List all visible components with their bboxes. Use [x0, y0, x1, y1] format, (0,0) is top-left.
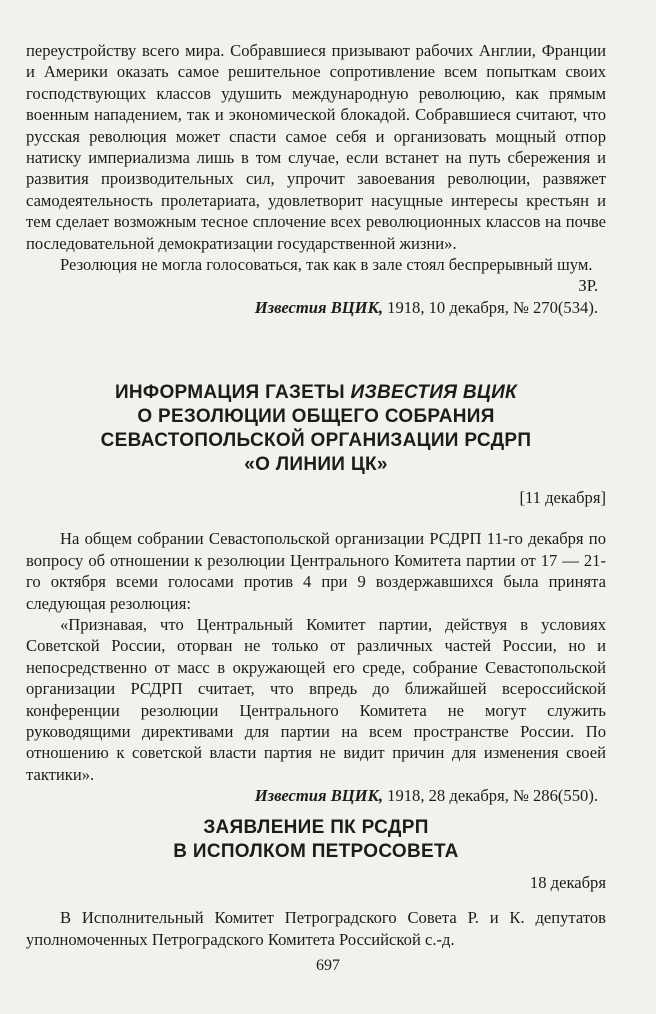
source-title: Известия ВЦИК,	[254, 297, 383, 317]
heading-italic-text: ИЗВЕСТИЯ ВЦИК	[350, 382, 518, 403]
heading-line-3: СЕВАСТОПОЛЬСКОЙ ОРГАНИЗАЦИИ РСДРП	[100, 430, 532, 451]
heading-line-2: О РЕЗОЛЮЦИИ ОБЩЕГО СОБРАНИЯ	[137, 406, 495, 427]
source-citation-2	[26, 785, 606, 806]
resolution-continuation	[26, 40, 606, 318]
signature: ЗР.	[578, 276, 598, 296]
page-number: 697	[316, 957, 340, 974]
date-bracketed: [11 декабря]	[519, 488, 606, 507]
source-details: 1918, 10 декабря, № 270(534).	[383, 297, 598, 317]
heading-line-4: «О ЛИНИИ ЦК»	[244, 454, 388, 475]
heading-line-2: В ИСПОЛКОМ ПЕТРОСОВЕТА	[173, 841, 459, 862]
source-citation-1	[26, 297, 606, 318]
paragraph-2: «Признавая, что Центральный Комитет партии, действуя в условиях Советской России, оторван не только от различных частей России, но и непосредственно от масс в окружающей его среде, собрание Севастопольской организации РСДРП считает, что впредь до ближайшей всероссийской конференции резолюции Центрального Комитета не могут служить руководящими директивами для партии на всем пространстве России. По отношению к советской власти партия не видит причин для изменения своей тактики».	[26, 615, 606, 784]
document-2	[26, 487, 606, 807]
note-paragraph: Резолюция не могла голосоваться, так как в зале стоял беспрерывный шум.	[60, 255, 593, 275]
heading-line-1: ЗАЯВЛЕНИЕ ПК РСДРП	[203, 817, 429, 838]
section-heading-2	[26, 381, 606, 477]
heading-line-1	[26, 381, 606, 405]
document-3	[26, 872, 606, 950]
resolution-text: переустройству всего мира. Собравшиеся призывают рабочих Англии, Франции и Америки оказать самое решительное сопротивление всем попыткам своих господствующих классов удушить международную революцию, как прямым военным нападением, так и экономической блокадой. Собравшиеся считают, что русская революция может спасти самое себя и организовать мощный отпор натиску империализма лишь в том случае, если встанет на путь сбережения и развития производительных сил, упрочит завоевания революции, развяжет самодеятельность пролетариата, удовлетворит насущные интересы крестьян и тем сделает возможным тесное сплочение всех революционных классов на почве последовательной демократизации государственной жизни».	[26, 41, 606, 253]
source-details: 1918, 28 декабря, № 286(550).	[383, 786, 598, 806]
paragraph-1: В Исполнительный Комитет Петроградского Совета Р. и К. депутатов уполномоченных Петроградского Комитета Российской с.-д.	[26, 908, 606, 949]
date: 18 декабря	[529, 873, 606, 892]
section-heading-3	[26, 816, 606, 864]
heading-text: ИНФОРМАЦИЯ ГАЗЕТЫ	[114, 382, 351, 403]
source-title: Известия ВЦИК,	[254, 786, 383, 806]
paragraph-1: На общем собрании Севастопольской организации РСДРП 11-го декабря по вопросу об отношении к резолюции Центрального Комитета партии от 17 — 21-го октября всеми голосами против 4 при 9 воздержавшихся была принята следующая резолюция:	[26, 529, 606, 613]
